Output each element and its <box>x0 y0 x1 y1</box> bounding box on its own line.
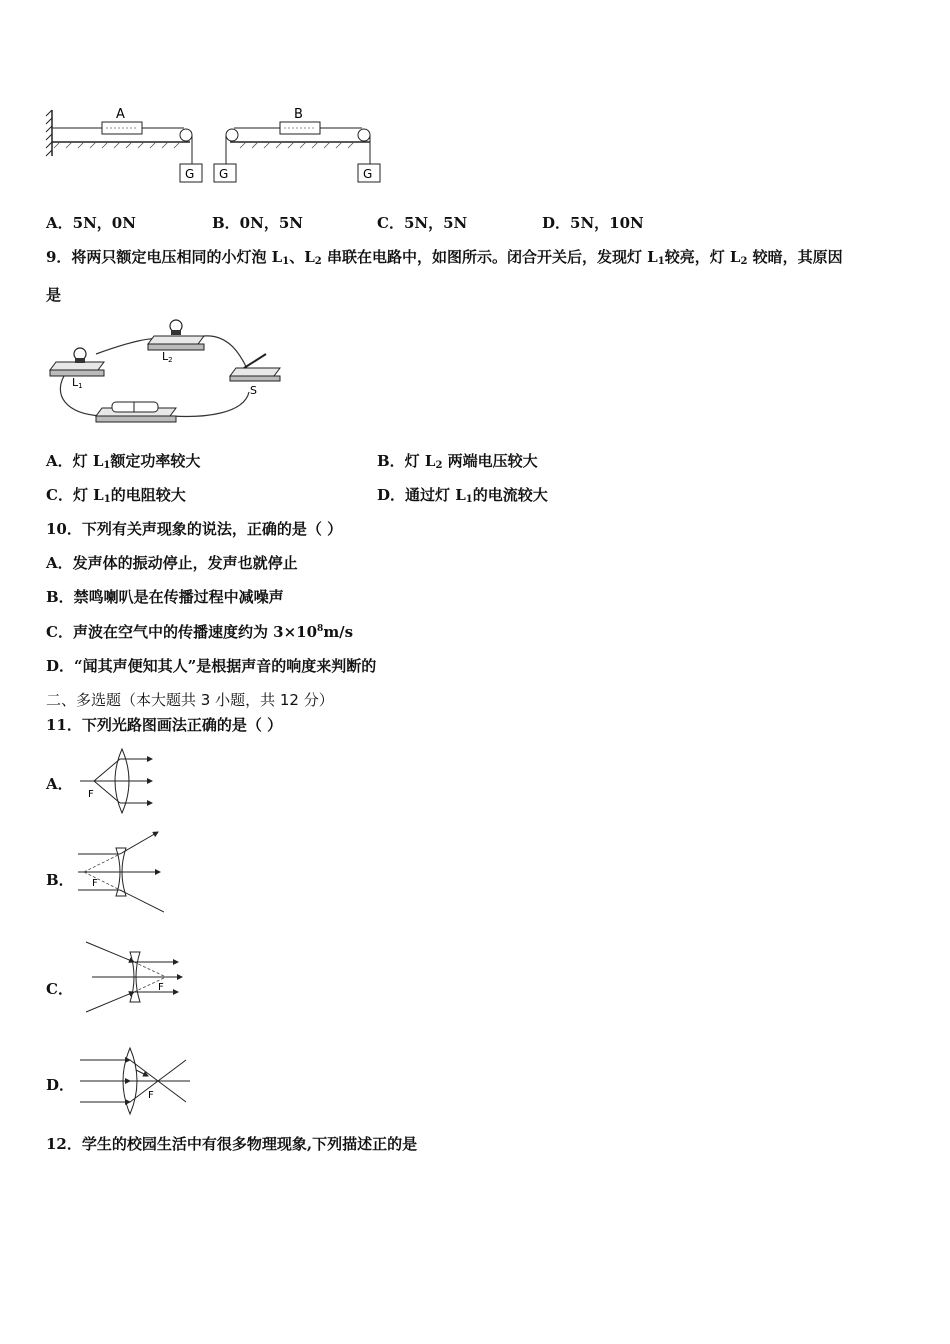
q9-option-c[interactable]: C．灯 $L_1$的电阻较大 <box>46 486 186 505</box>
weight-g-1: G <box>185 167 195 181</box>
q8-option-a[interactable]: A．5N，0N <box>46 214 136 232</box>
spring-scale-figure <box>44 100 389 190</box>
circuit-figure <box>44 314 284 432</box>
spring-scale-b-label: B <box>294 107 303 122</box>
q10-stem: 10．下列有关声现象的说法，正确的是（ ） <box>46 520 343 538</box>
q11-diagram-a <box>74 745 158 817</box>
q12-stem: 12．学生的校园生活中有很多物理现象,下列描述正的是 <box>46 1135 418 1153</box>
q8-option-b[interactable]: B．0N，5N <box>212 214 303 232</box>
lamp-l1-label: L1 <box>72 376 83 390</box>
q11-diagram-c <box>82 940 192 1014</box>
focus-label: F <box>158 982 164 993</box>
weight-g-2: G <box>219 167 229 181</box>
q9-stem: 9．将两只额定电压相同的小灯泡 $L_1$、$L_2$ 串联在电路中，如图所示。闭合开关后，发现灯 $L_1$较亮，灯 $L_2$ 较暗，其原因 <box>46 248 843 267</box>
q8-option-d[interactable]: D．5N，10N <box>542 214 644 232</box>
q10-option-c[interactable]: C．声波在空气中的传播速度约为 $3\times 10^8m/s$ <box>46 623 354 641</box>
q8-option-c[interactable]: C．5N，5N <box>377 214 468 232</box>
q9-stem-line2: 是 <box>46 286 62 304</box>
section-title: 二、多选题（本大题共 3 小题，共 12 分） <box>46 691 334 709</box>
focus-label: F <box>92 878 98 889</box>
q11-option-b[interactable]: B． <box>46 871 74 889</box>
q11-stem: 11．下列光路图画法正确的是（ ） <box>46 716 283 734</box>
focus-label: F <box>88 789 94 800</box>
spring-scale-a-label: A <box>116 107 125 122</box>
q10-option-b[interactable]: B．禁鸣喇叭是在传播过程中减噪声 <box>46 588 284 606</box>
q9-option-b[interactable]: B．灯 $L_2$ 两端电压较大 <box>377 452 538 471</box>
q11-option-c[interactable]: C． <box>46 980 73 998</box>
q10-option-a[interactable]: A．发声体的振动停止，发声也就停止 <box>46 554 298 572</box>
q11-option-a[interactable]: A． <box>46 775 73 793</box>
q9-option-a[interactable]: A．灯 $L_1$额定功率较大 <box>46 452 201 471</box>
focus-label: F <box>148 1090 154 1101</box>
q11-diagram-b <box>74 830 164 914</box>
q11-option-d[interactable]: D． <box>46 1076 75 1094</box>
switch-s-label: S <box>250 384 257 397</box>
lamp-l2-label: L2 <box>162 350 173 364</box>
q9-option-d[interactable]: D．通过灯 $L_1$的电流较大 <box>377 486 548 505</box>
q10-option-d[interactable]: D．“闻其声便知其人”是根据声音的响度来判断的 <box>46 657 377 675</box>
q11-diagram-d <box>76 1046 196 1116</box>
weight-g-3: G <box>363 167 373 181</box>
